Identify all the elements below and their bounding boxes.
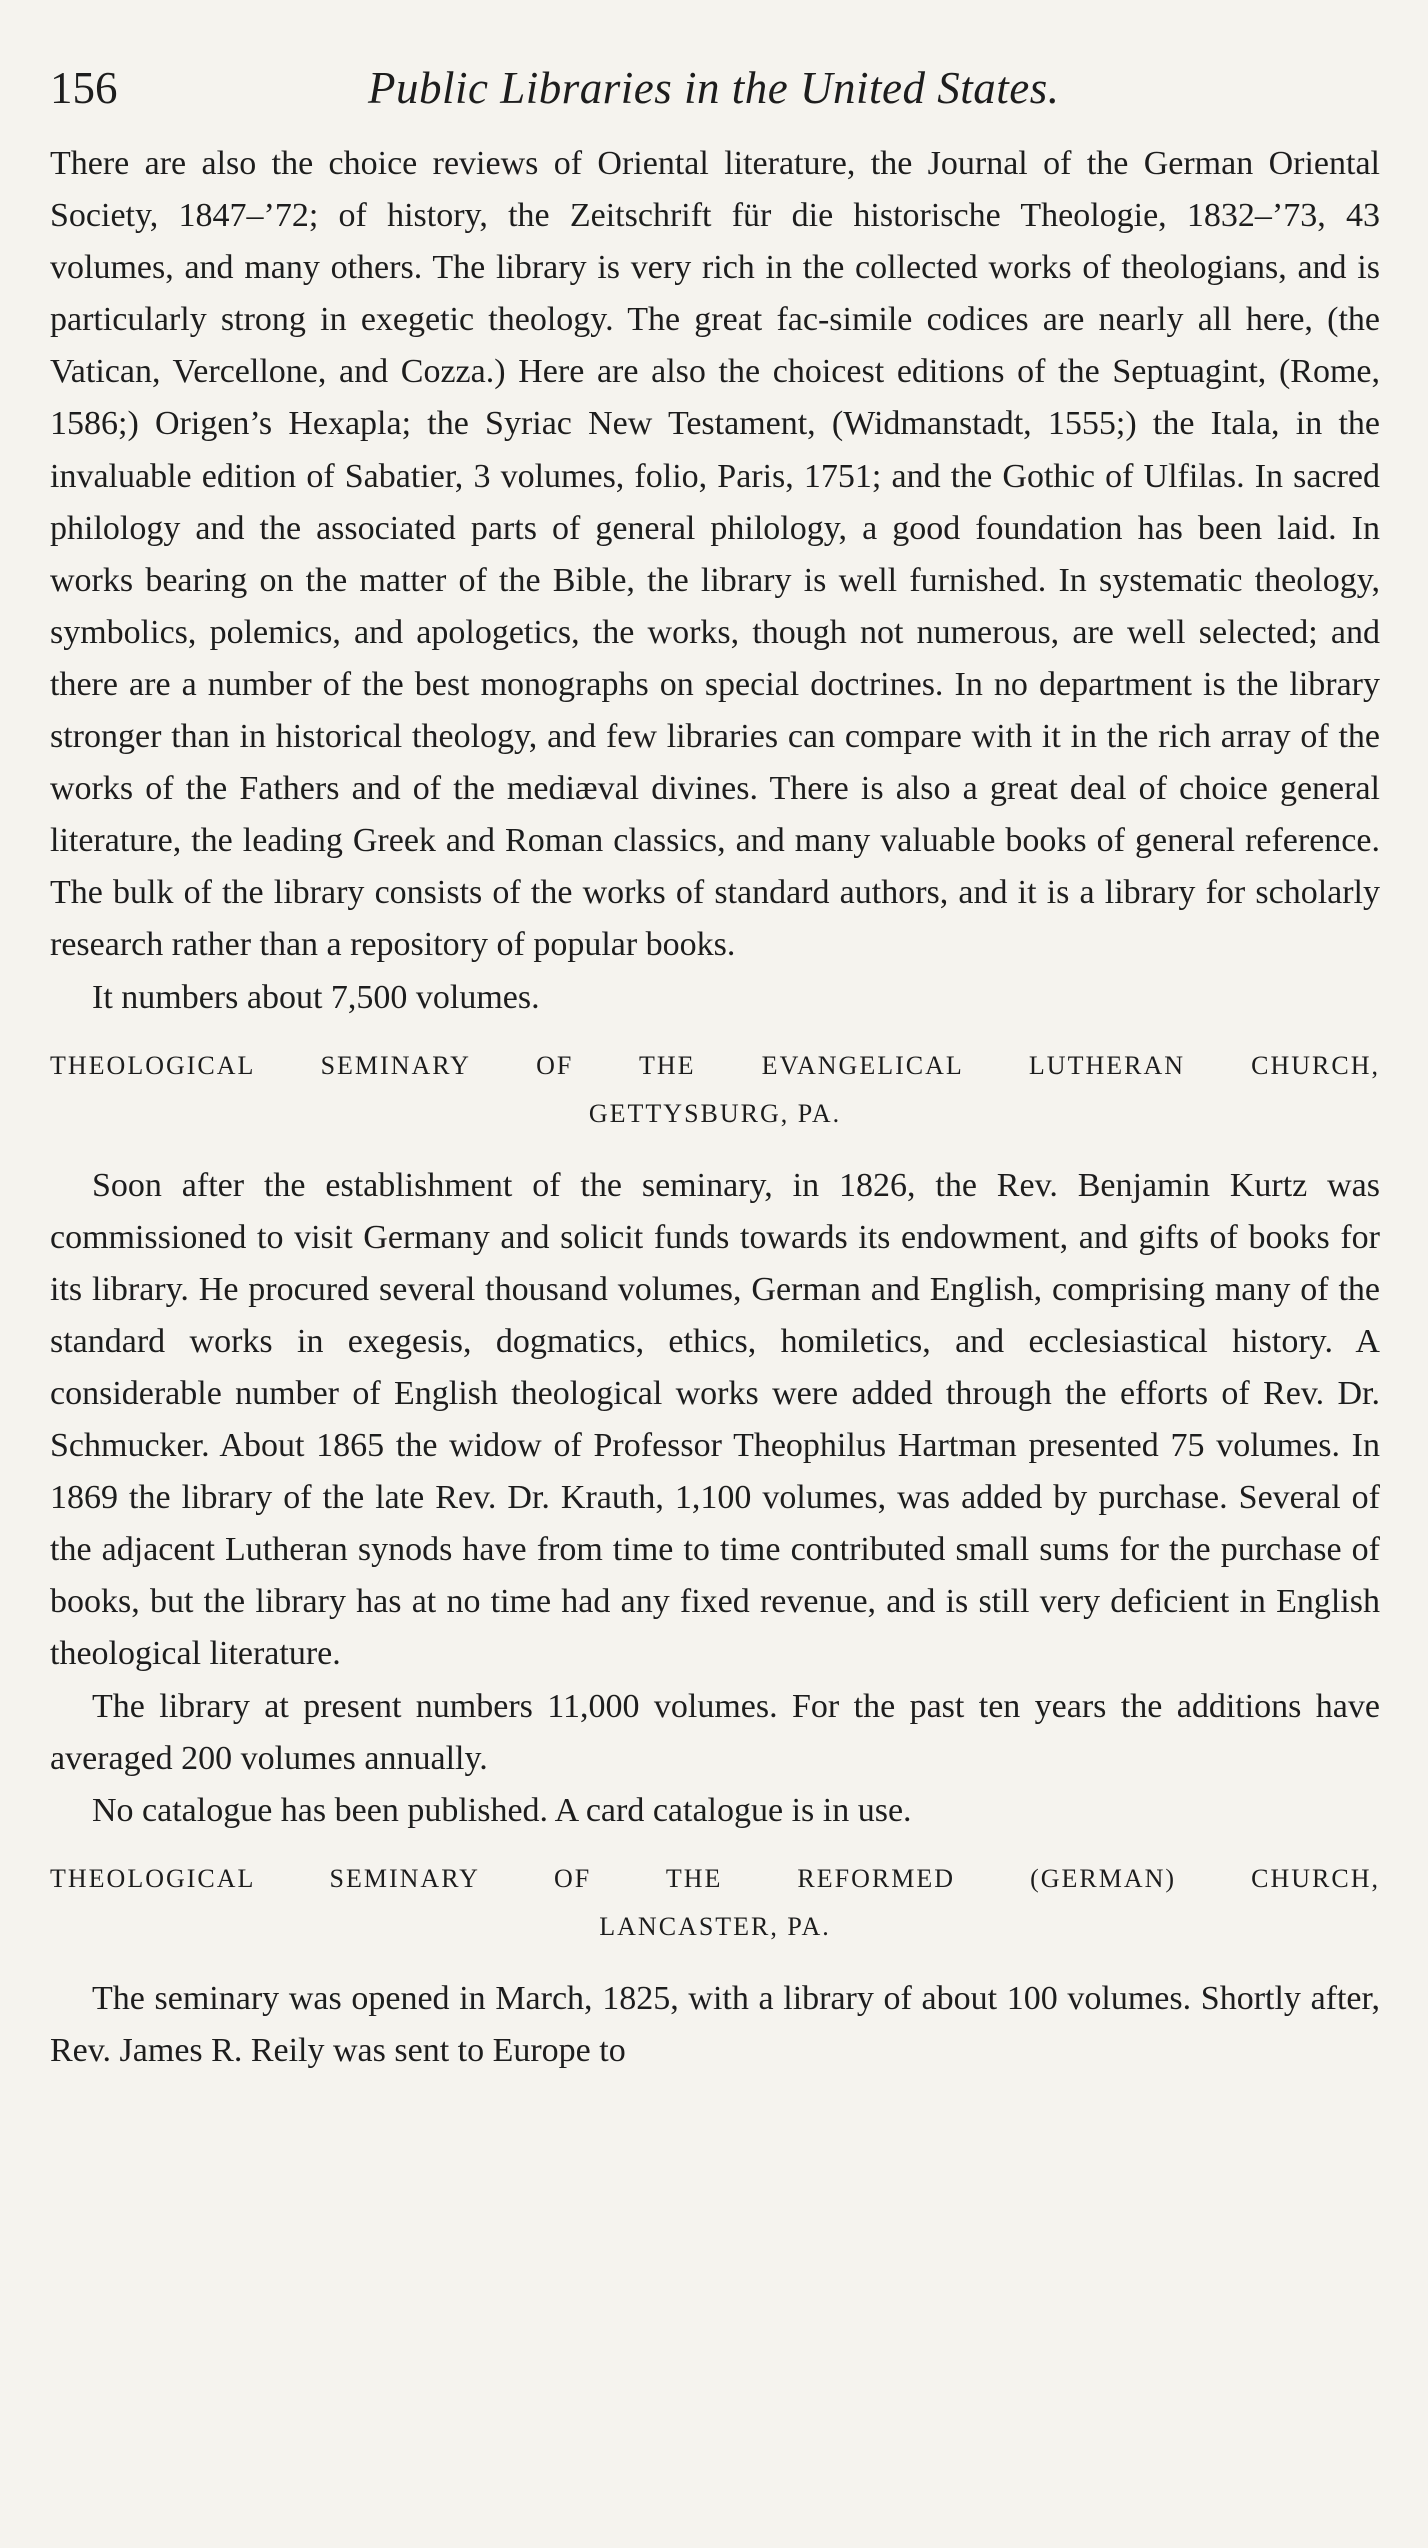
paragraph: Soon after the establishment of the seminary, in 1826, the Rev. Benjamin Kurtz was commissioned to visit Germany and solicit funds towards its endowment, and gifts of books for its library. He procured several thousand volumes, German and English, comprising many of the standard works in exegesis, dogmatics, ethics, homiletics, and ecclesiastical history. A considerable number of English theological works were added through the efforts of Rev. Dr. Schmucker. About 1865 the widow of Professor Theophilus Hartman presented 75 volumes. In 1869 the library of the late Rev. Dr. Krauth, 1,100 volumes, was added by purchase. Several of the adjacent Lutheran synods have from time to time contributed small sums for the purchase of books, but the library has at no time had any fixed revenue, and is still very deficient in English theological literature. xyxy=(50,1166,1380,1673)
section-heading-line: THEOLOGICAL SEMINARY OF THE EVANGELICAL LUTHERAN CHURCH, xyxy=(50,1050,1380,1080)
paragraph: There are also the choice reviews of Oriental literature, the Journal of the German Oriental Society, 1847–’72; of history, the Zeitschrift für die historische Theologie, 1832–’73, 43 volumes, and many others. The library is very rich in the collected works of theologians, and is particularly strong in exegetic theology. The great fac-simile codices are nearly all here, (the Vatican, Vercellone, and Cozza.) Here are also the choicest editions of the Septuagint, (Rome, 1586;) Origen’s Hexapla; the Syriac New Testament, (Widmanstadt, 1555;) the Itala, in the invaluable edition of Sabatier, 3 volumes, folio, Paris, 1751; and the Gothic of Ulfilas. In sacred philology and the associated parts of general philology, a good foundation has been laid. In works bearing on the matter of the Bible, the library is well furnished. In systematic theology, symbolics, polemics, and apologetics, the works, though not numerous, are well selected; and there are a number of the best monographs on special doctrines. In no department is the library stronger than in historical theology, and few libraries can compare with it in the rich array of the works of the Fathers and of the mediæval divines. There is also a great deal of choice general literature, the leading Greek and Roman classics, and many valuable books of general reference. The bulk of the library consists of the works of standard authors, and it is a library for scholarly research rather than a repository of popular books. xyxy=(50,145,1380,964)
section-heading-line: THEOLOGICAL SEMINARY OF THE REFORMED (GERMAN) CHURCH, xyxy=(50,1863,1380,1893)
section-heading-gettysburg xyxy=(50,1042,1380,1138)
paragraph: The seminary was opened in March, 1825, with a library of about 100 volumes. Shortly after, Rev. James R. Reily was sent to Europe to xyxy=(50,1979,1380,2069)
paragraph: No catalogue has been published. A card catalogue is in use. xyxy=(92,1791,912,1829)
running-title: Public Libraries in the United States. xyxy=(368,63,1060,113)
section-heading-line: GETTYSBURG, PA. xyxy=(588,1098,842,1128)
paragraph: It numbers about 7,500 volumes. xyxy=(92,978,540,1016)
page-number: 156 xyxy=(50,63,118,113)
section-heading-line: LANCASTER, PA. xyxy=(599,1911,831,1941)
body-text xyxy=(50,138,1380,2077)
running-head xyxy=(50,62,1380,138)
book-page xyxy=(50,62,1380,2077)
paragraph: The library at present numbers 11,000 volumes. For the past ten years the additions have averaged 200 volumes annually. xyxy=(50,1687,1380,1777)
section-heading-lancaster xyxy=(50,1855,1380,1951)
